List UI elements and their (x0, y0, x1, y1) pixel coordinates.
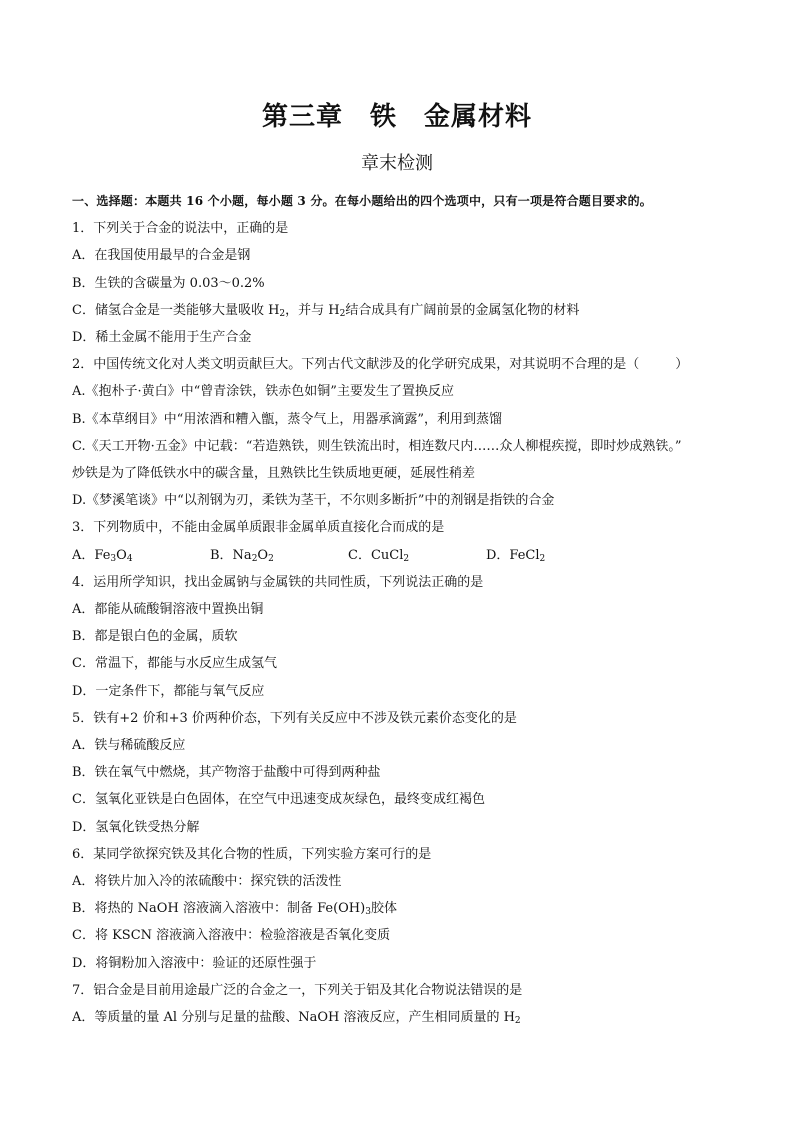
q3a-text-2: O (116, 547, 127, 563)
question-1-option-a: A．在我国使用最早的合金是钢 (72, 248, 251, 264)
q7a-sub: 2 (514, 1016, 521, 1027)
q6b-text-1: B．将热的 NaOH 溶液滴入溶液中：制备 Fe(OH) (72, 901, 366, 917)
question-4-option-d: D．一定条件下，都能与氧气反应 (72, 683, 265, 699)
q1c-subscript-1: 2 (279, 308, 286, 319)
question-3-options (72, 542, 742, 569)
q3b-sub-1: 2 (251, 553, 258, 564)
q3b-text-2: O (257, 547, 269, 563)
question-5-stem: 5．铁有+2 价和+3 价两种价态，下列有关反应中不涉及铁元素价态变化的是 (72, 710, 517, 726)
question-6-option-d: D．将铜粉加入溶液中：验证的还原性强于 (72, 955, 317, 971)
question-2-option-a: A.《抱朴子·黄白》中“曾青涂铁，铁赤色如铜”主要发生了置换反应 (72, 384, 454, 400)
question-1-option-c (72, 297, 742, 324)
question-5-option-b: B．铁在氧气中燃烧，其产物溶于盐酸中可得到两种盐 (72, 765, 381, 781)
q3c-sub: 2 (403, 553, 410, 564)
q3b-text-1: B．Na (210, 547, 252, 563)
section-subtitle: 章末检测 (361, 153, 433, 174)
question-2-stem (72, 351, 742, 378)
question-3-option-d (486, 542, 624, 569)
question-6-option-c: C．将 KSCN 溶液滴入溶液中：检验溶液是否氧化变质 (72, 928, 391, 944)
question-3-option-a (72, 542, 210, 569)
question-3-stem: 3．下列物质中，不能由金属单质跟非金属单质直接化合而成的是 (72, 520, 445, 536)
question-4-option-c: C．常温下，都能与水反应生成氢气 (72, 656, 277, 672)
chapter-title: 第三章 铁 金属材料 (261, 102, 532, 132)
question-7-stem: 7．铝合金是目前用途最广泛的合金之一，下列关于铝及其化合物说法错误的是 (72, 982, 523, 998)
question-1-option-b: B．生铁的含碳量为 0.03～0.2% (72, 275, 265, 291)
question-3-option-b (210, 542, 348, 569)
question-2-option-c: C.《天工开物·五金》中记载：“若造熟铁，则生铁流出时，相连数尺内……众人柳棍疾搅，即时炒成熟铁。” (72, 438, 682, 454)
question-6-option-b (72, 895, 742, 922)
question-2-option-c-cont: 炒铁是为了降低铁水中的碳含量，且熟铁比生铁质地更硬，延展性稍差 (72, 466, 476, 482)
question-6-stem: 6．某同学欲探究铁及其化合物的性质，下列实验方案可行的是 (72, 846, 432, 862)
q3a-text-1: A．Fe (72, 547, 111, 563)
q1c-text-2: ，并与 H (285, 302, 340, 318)
q3a-sub-2: 4 (126, 553, 133, 564)
q2-stem-close: ） (675, 357, 689, 373)
question-4-option-b: B．都是银白色的金属，质软 (72, 629, 238, 645)
question-5-option-d: D．氢氧化铁受热分解 (72, 819, 200, 835)
question-6-option-a: A．将铁片加入冷的浓硫酸中：探究铁的活泼性 (72, 874, 342, 890)
question-5-option-c: C．氢氧化亚铁是白色固体，在空气中迅速变成灰绿色，最终变成红褐色 (72, 792, 485, 808)
question-4-option-a: A．都能从硫酸铜溶液中置换出铜 (72, 602, 264, 618)
question-1-option-d: D．稀土金属不能用于生产合金 (72, 330, 252, 346)
q3a-sub-1: 3 (110, 553, 117, 564)
q3d-text: D．FeCl (486, 547, 540, 563)
question-1-stem: 1．下列关于合金的说法中，正确的是 (72, 221, 289, 237)
q1c-text-3: 结合成具有广阔前景的金属氢化物的材料 (345, 302, 580, 318)
q3b-sub-2: 2 (268, 553, 274, 564)
q3d-sub: 2 (539, 553, 546, 564)
question-7-option-a (72, 1004, 742, 1031)
q1c-subscript-2: 2 (339, 308, 346, 319)
q7a-text: A．等质量的量 Al 分别与足量的盐酸、NaOH 溶液反应，产生相同质量的 H (72, 1010, 515, 1026)
question-2-option-d: D.《梦溪笔谈》中“以剂钢为刃，柔铁为茎干，不尔则多断折”中的剂钢是指铁的合金 (72, 493, 555, 509)
question-list (72, 188, 742, 1031)
q6b-text-2: 胶体 (370, 901, 397, 917)
question-3-option-c (348, 542, 486, 569)
q2-stem-text: 2．中国传统文化对人类文明贡献巨大。下列古代文献涉及的化学研究成果，对其说明不合理的是（ (72, 357, 640, 373)
question-4-stem: 4．运用所学知识，找出金属钠与金属铁的共同性质，下列说法正确的是 (72, 574, 484, 590)
q6b-sub: 3 (365, 907, 371, 918)
question-2-option-b: B.《本草纲目》中“用浓酒和糟入甑，蒸令气上，用器承滴露”，利用到蒸馏 (72, 411, 502, 427)
q1c-text-1: C．储氢合金是一类能够大量吸收 H (72, 302, 280, 318)
section-header: 一、选择题：本题共 16 个小题，每小题 3 分。在每小题给出的四个选项中，只有一项是符合题目要求的。 (72, 194, 652, 208)
q3c-text: C．CuCl (348, 547, 404, 563)
question-5-option-a: A．铁与稀硫酸反应 (72, 738, 186, 754)
